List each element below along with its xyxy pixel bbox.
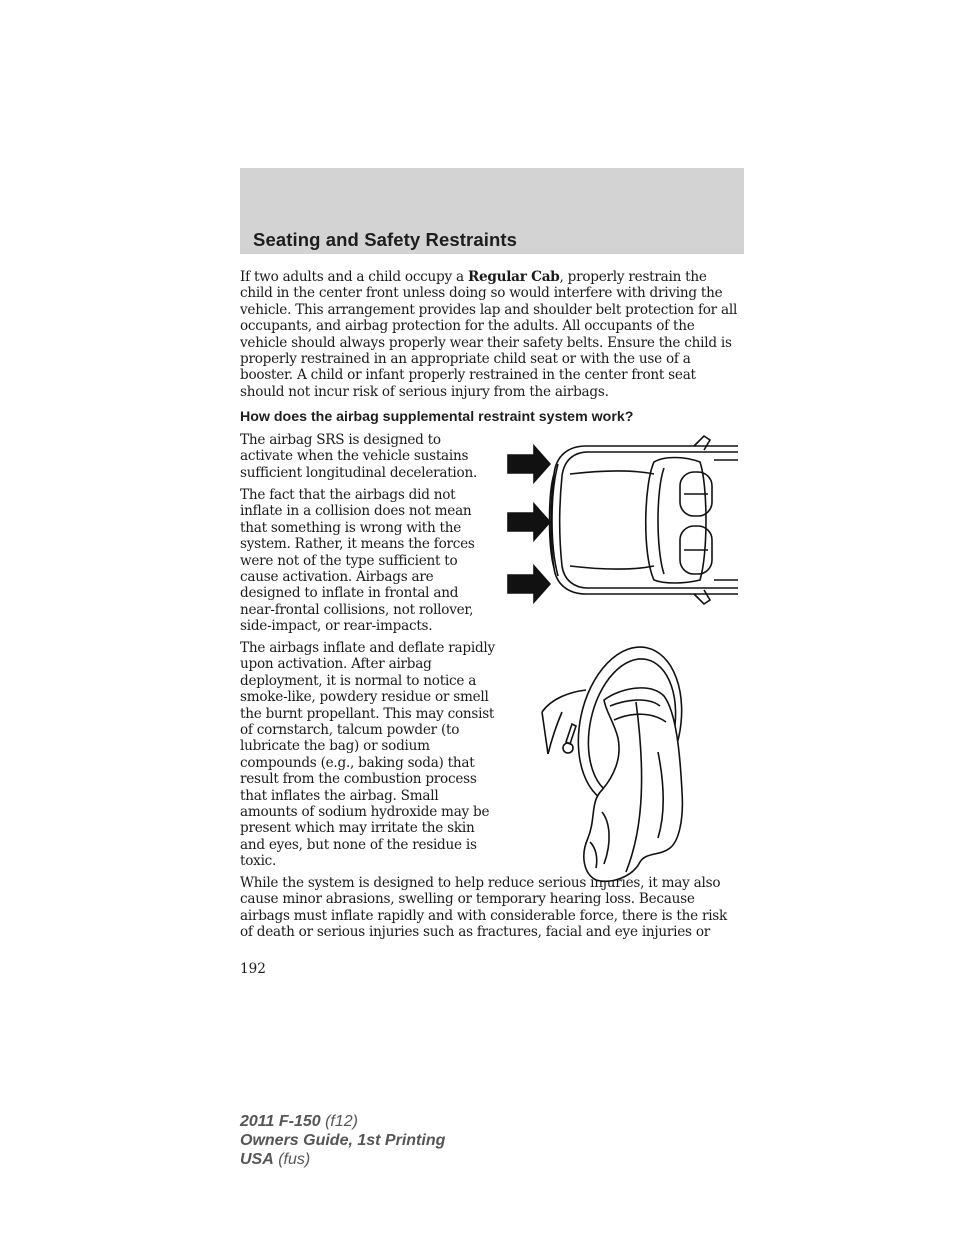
intro-paragraph: [240, 269, 740, 400]
intro-bold-term: Regular Cab: [467, 269, 560, 285]
intro-text-before: If two adults and a child occupy a: [240, 269, 468, 285]
document-footer: [240, 1112, 445, 1169]
page-number: 192: [240, 961, 266, 977]
intro-text-after: , properly restrain the child in the center front unless doing so would interfere with driving the vehicle. This arrangement provides lap and shoulder belt protection for all occupants, and airbag protection for the adults. All occupants of the vehicle should always properly wear their safety belts. Ensure the child is properly restrained in an appropriate child seat or with the use of a booster. A child or infant properly restrained in the center front seat should not incur risk of serious injury from the airbags.: [240, 269, 738, 400]
paragraph-activation: The airbag SRS is designed to activate when the vehicle sustains sufficient longitudinal deceleration.: [240, 432, 478, 481]
footer-line-region: USA (fus): [240, 1151, 311, 1168]
section-title: Seating and Safety Restraints: [253, 229, 518, 250]
paragraph-residue: The airbags inflate and deflate rapidly upon activation. After airbag deployment, it is normal to notice a smoke-like, powdery residue or smell the burnt propellant. This may consist of cornstarch, talcum powder (to lubricate the bag) or sodium compounds (e.g., baking soda) that result from the combustion process that inflates the airbag. Small amounts of sodium hydroxide may be present which may irritate the skin and eyes, but none of the residue is toxic.: [240, 640, 495, 870]
footer-line-guide: Owners Guide, 1st Printing: [240, 1132, 446, 1149]
frontal-impact-car-icon: [504, 434, 740, 606]
deployed-airbag-icon: [540, 642, 690, 888]
subheading: How does the airbag supplemental restraint system work?: [240, 409, 634, 425]
footer-line-model: 2011 F-150 (f12): [240, 1113, 358, 1130]
paragraph-no-inflation: The fact that the airbags did not inflate in a collision does not mean that something is wrong with the system. Rather, it means the forces were not of the type sufficient to cause activation. Airbags are designed to inflate in frontal and near-frontal collisions, not rollover, side-impact, or rear-impacts.: [240, 487, 475, 635]
paragraph-injuries: While the system is designed to help reduce serious injuries, it may also cause minor abrasions, swelling or temporary hearing loss. Because airbags must inflate rapidly and with considerable force, there is the risk of death or serious injuries such as fractures, facial and eye injuries or: [240, 875, 727, 941]
